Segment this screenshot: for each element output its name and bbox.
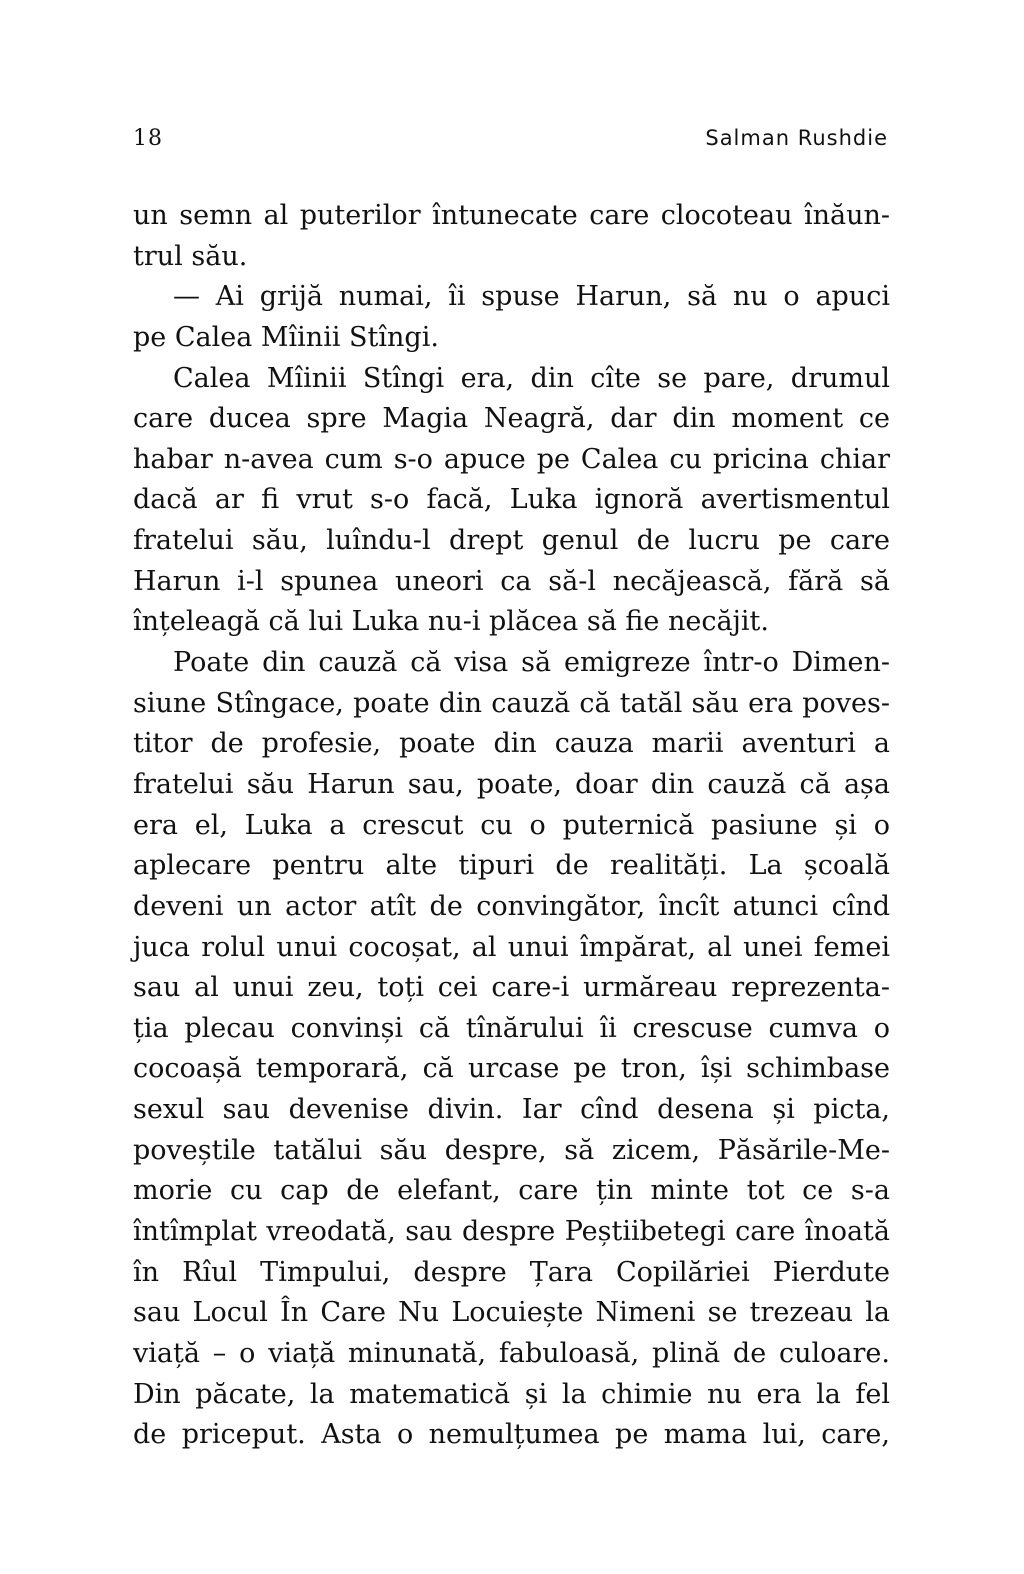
- text-line: Din păcate, la matematică și la chimie nu era la fel: [133, 1378, 890, 1410]
- text-line: viață – o viață minunată, fabuloasă, plină de culoare.: [133, 1337, 890, 1369]
- text-line: fratelui său, luîndu-l drept genul de lucru pe care: [133, 525, 890, 557]
- text-line: juca rolul unui cocoșat, al unui împărat, al unei femei: [133, 931, 890, 963]
- text-line: — Ai grijă numai, îi spuse Harun, să nu o apuci: [173, 281, 890, 313]
- text-line: Poate din cauză că visa să emigreze într-o Dimen-: [173, 647, 890, 679]
- text-line: titor de profesie, poate din cauza marii aventuri a: [133, 728, 890, 760]
- text-line: deveni un actor atît de convingător, încît atunci cînd: [133, 890, 890, 922]
- text-line: aplecare pentru alte tipuri de realități. La școală: [133, 850, 890, 882]
- text-line: sau Locul În Care Nu Locuiește Nimeni se trezeau la: [133, 1297, 890, 1329]
- text-line: ția plecau convinși că tînărului îi crescuse cumva o: [133, 1012, 890, 1044]
- text-line: întîmplat vreodată, sau despre Peștiibetegi care înoată: [133, 1216, 890, 1248]
- running-head-author: Salman Rushdie: [705, 126, 888, 150]
- page-number: 18: [133, 126, 163, 151]
- text-line: dacă ar fi vrut s-o facă, Luka ignoră avertismentul: [133, 484, 890, 516]
- text-line: cocoașă temporară, că urcase pe tron, își schimbase: [133, 1053, 890, 1085]
- text-line: trul său.: [133, 240, 248, 272]
- text-line: era el, Luka a crescut cu o puternică pasiune și o: [133, 809, 890, 841]
- text-line: sexul sau devenise divin. Iar cînd desena și picta,: [133, 1094, 890, 1126]
- text-line: de priceput. Asta o nemulțumea pe mama lui, care,: [133, 1419, 890, 1451]
- text-line: în Rîul Timpului, despre Țara Copilăriei Pierdute: [133, 1256, 890, 1288]
- text-line: Harun i-l spunea uneori ca să-l necăjească, fără să: [133, 565, 890, 597]
- text-line: sau al unui zeu, toți cei care-i urmăreau reprezenta-: [133, 972, 890, 1004]
- text-line: care ducea spre Magia Neagră, dar din moment ce: [133, 403, 890, 435]
- text-line: înțeleagă că lui Luka nu-i plăcea să fie necăjit.: [133, 606, 769, 638]
- text-line: siune Stîngace, poate din cauză că tatăl său era poves-: [133, 687, 890, 719]
- text-line: un semn al puterilor întunecate care clocoteau înăun-: [133, 200, 890, 231]
- text-line: poveștile tatălui său despre, să zicem, Păsările-Me-: [133, 1134, 890, 1166]
- text-line: morie cu cap de elefant, care țin minte tot ce s-a: [133, 1175, 890, 1207]
- text-line: pe Calea Mîinii Stîngi.: [133, 321, 439, 353]
- page-header: [133, 126, 888, 160]
- text-line: fratelui său Harun sau, poate, doar din cauză că așa: [133, 768, 890, 800]
- text-line: habar n-avea cum s-o apuce pe Calea cu pricina chiar: [133, 443, 890, 475]
- body-text: [133, 196, 890, 1456]
- text-line: Calea Mîinii Stîngi era, din cîte se pare, drumul: [173, 362, 890, 394]
